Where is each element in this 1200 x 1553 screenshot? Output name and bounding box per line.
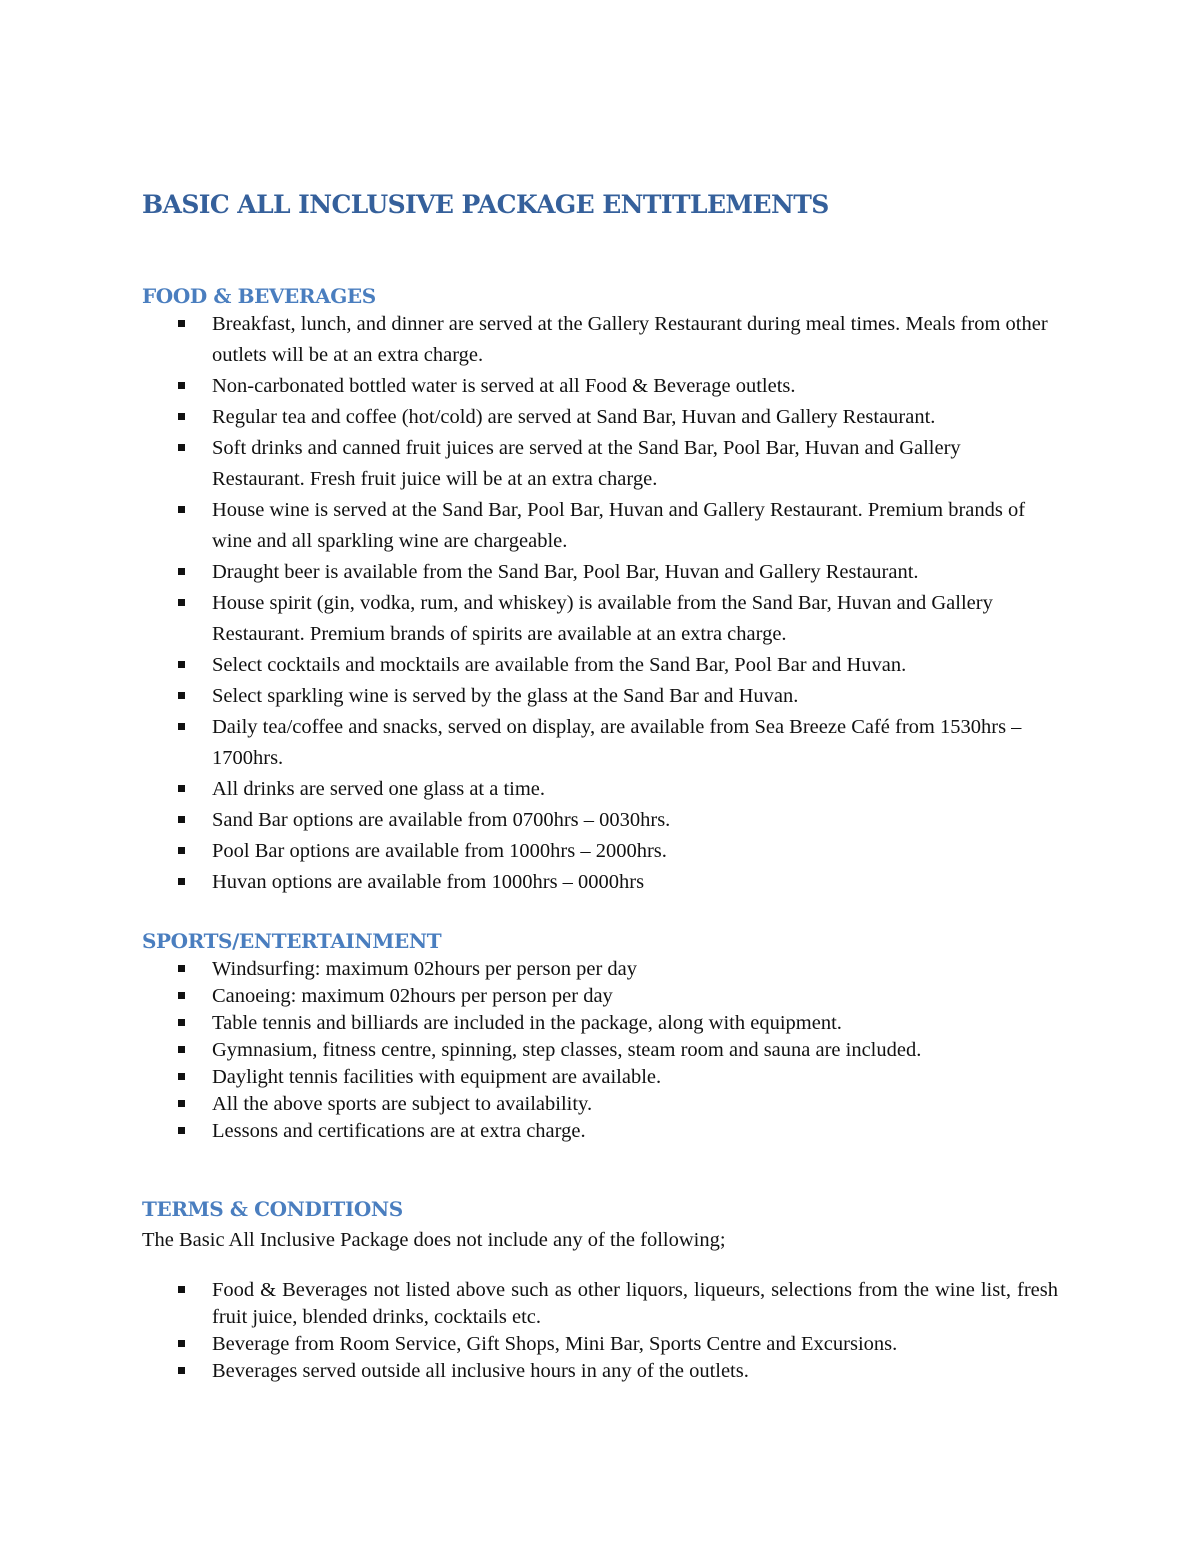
terms-conditions-section [142, 1197, 1062, 1385]
bullet-square-icon [178, 568, 185, 575]
list-item: Windsurfing: maximum 02hours per person per day [142, 956, 1062, 983]
list-item: Huvan options are available from 1000hrs – 0000hrs [142, 867, 1054, 898]
list-item: Soft drinks and canned fruit juices are served at the Sand Bar, Pool Bar, Huvan and Gallery Restaurant. Fresh fruit juice will be at an extra charge. [142, 433, 1054, 495]
list-item: Beverage from Room Service, Gift Shops, Mini Bar, Sports Centre and Excursions. [142, 1331, 1058, 1358]
list-item: Food & Beverages not listed above such as other liquors, liqueurs, selections from the wine list, fresh fruit juice, blended drinks, cocktails etc. [142, 1277, 1058, 1331]
bullet-square-icon [178, 878, 185, 885]
list-item: All the above sports are subject to availability. [142, 1091, 1062, 1118]
bullet-square-icon [178, 506, 185, 513]
bullet-square-icon [178, 1046, 185, 1053]
bullet-square-icon [178, 816, 185, 823]
bullet-square-icon [178, 965, 185, 972]
list-item: Gymnasium, fitness centre, spinning, step classes, steam room and sauna are included. [142, 1037, 1062, 1064]
list-item: Daylight tennis facilities with equipment are available. [142, 1064, 1062, 1091]
list-item: Canoeing: maximum 02hours per person per day [142, 983, 1062, 1010]
terms-intro-text: The Basic All Inclusive Package does not include any of the following; [142, 1229, 726, 1251]
bullet-square-icon [178, 1100, 185, 1107]
bullet-square-icon [178, 1340, 185, 1347]
list-item: All drinks are served one glass at a time. [142, 774, 1054, 805]
list-item: Select sparkling wine is served by the glass at the Sand Bar and Huvan. [142, 681, 1054, 712]
section-heading-terms: TERMS & CONDITIONS [142, 1197, 403, 1221]
list-item: Draught beer is available from the Sand Bar, Pool Bar, Huvan and Gallery Restaurant. [142, 557, 1054, 588]
bullet-square-icon [178, 992, 185, 999]
bullet-square-icon [178, 1127, 185, 1134]
bullet-square-icon [178, 599, 185, 606]
sports-entertainment-list [142, 956, 1062, 1145]
section-heading-sports: SPORTS/ENTERTAINMENT [142, 929, 442, 953]
list-item: Regular tea and coffee (hot/cold) are served at Sand Bar, Huvan and Gallery Restaurant. [142, 402, 1054, 433]
bullet-square-icon [178, 847, 185, 854]
bullet-square-icon [178, 382, 185, 389]
list-item: Pool Bar options are available from 1000hrs – 2000hrs. [142, 836, 1054, 867]
bullet-square-icon [178, 1367, 185, 1374]
bullet-square-icon [178, 413, 185, 420]
food-beverages-section [142, 284, 1062, 898]
document-title: BASIC ALL INCLUSIVE PACKAGE ENTITLEMENTS [142, 190, 829, 219]
food-beverages-list [142, 309, 1054, 898]
list-item: Breakfast, lunch, and dinner are served at the Gallery Restaurant during meal times. Meals from other outlets will be at an extra charge. [142, 309, 1054, 371]
bullet-square-icon [178, 320, 185, 327]
list-item: Table tennis and billiards are included in the package, along with equipment. [142, 1010, 1062, 1037]
bullet-square-icon [178, 1073, 185, 1080]
list-item: Daily tea/coffee and snacks, served on display, are available from Sea Breeze Café from 1530hrs – 1700hrs. [142, 712, 1054, 774]
list-item: Beverages served outside all inclusive hours in any of the outlets. [142, 1358, 1058, 1385]
bullet-square-icon [178, 661, 185, 668]
bullet-square-icon [178, 723, 185, 730]
terms-conditions-list [142, 1277, 1058, 1385]
bullet-square-icon [178, 785, 185, 792]
section-heading-food: FOOD & BEVERAGES [142, 284, 376, 308]
list-item: Sand Bar options are available from 0700hrs – 0030hrs. [142, 805, 1054, 836]
list-item: Select cocktails and mocktails are available from the Sand Bar, Pool Bar and Huvan. [142, 650, 1054, 681]
bullet-square-icon [178, 1019, 185, 1026]
sports-entertainment-section [142, 929, 1062, 1145]
list-item: Non-carbonated bottled water is served at all Food & Beverage outlets. [142, 371, 1054, 402]
bullet-square-icon [178, 444, 185, 451]
bullet-square-icon [178, 1286, 185, 1293]
list-item: House wine is served at the Sand Bar, Pool Bar, Huvan and Gallery Restaurant. Premium brands of wine and all sparkling wine are chargeable. [142, 495, 1054, 557]
list-item: House spirit (gin, vodka, rum, and whiskey) is available from the Sand Bar, Huvan and Gallery Restaurant. Premium brands of spirits are available at an extra charge. [142, 588, 1054, 650]
bullet-square-icon [178, 692, 185, 699]
list-item: Lessons and certifications are at extra charge. [142, 1118, 1062, 1145]
